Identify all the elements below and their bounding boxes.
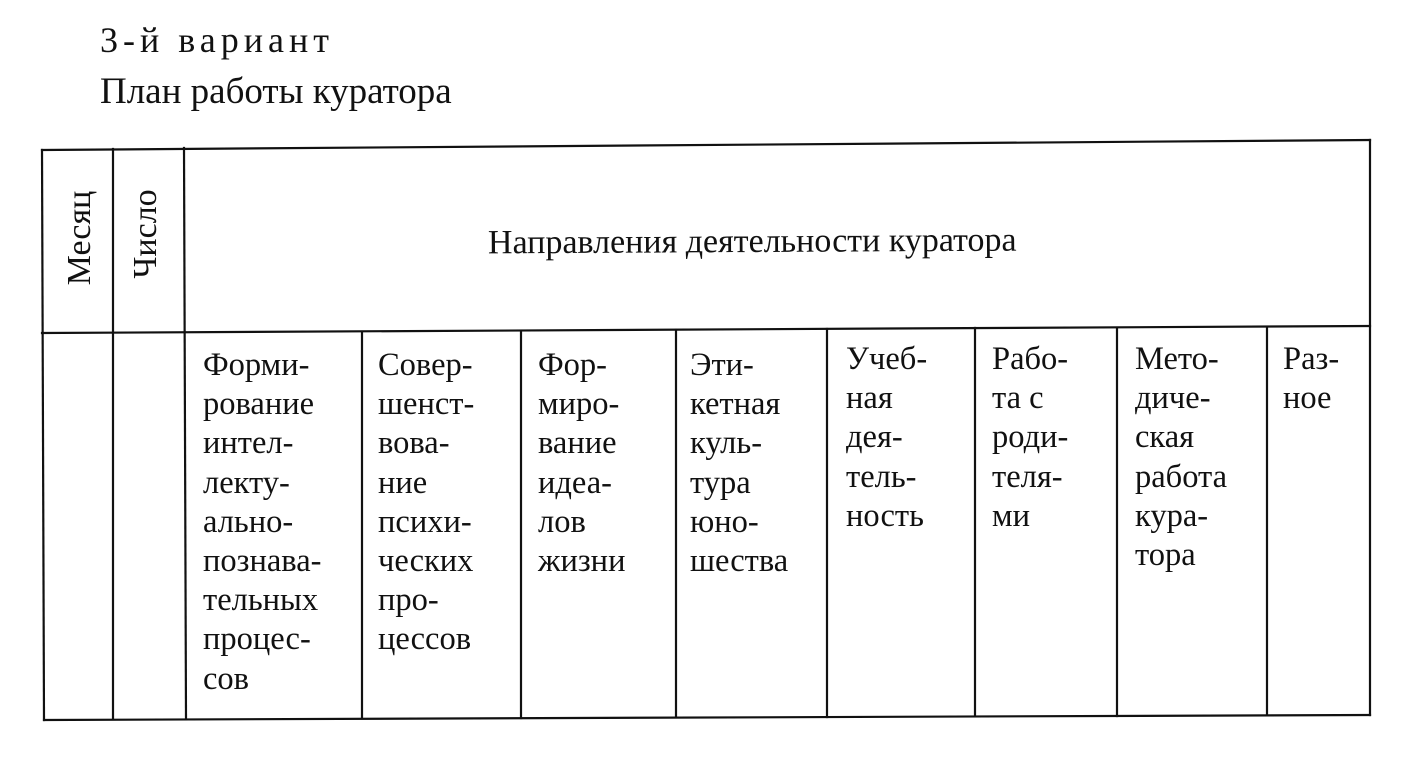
column-parents-work: Рабо- та с роди- теля- ми bbox=[992, 341, 1069, 534]
column-study: Учеб- ная дея- тель- ность bbox=[846, 341, 928, 534]
variant-label: 3-й вариант bbox=[100, 20, 334, 60]
table-left-border bbox=[42, 150, 44, 720]
day-column-divider bbox=[184, 148, 186, 719]
column-methodical-work: Мето- диче- ская работа кура- тора bbox=[1135, 341, 1228, 574]
column-intellectual-processes: Форми- рование интел- лекту- ально- познава- тельных процес- сов bbox=[203, 347, 322, 697]
column-mental-processes: Совер- шенст- вова- ние психи- ческих про- цессов bbox=[378, 347, 475, 658]
plan-title: План работы куратора bbox=[100, 71, 452, 112]
day-header: Число bbox=[127, 189, 164, 279]
column-misc: Раз- ное bbox=[1283, 341, 1340, 417]
column-life-ideals: Фор- миро- вание идеа- лов жизни bbox=[538, 347, 626, 580]
directions-header: Направления деятельности куратора bbox=[487, 221, 1017, 262]
table-top-border bbox=[42, 140, 1370, 150]
table-bottom-border bbox=[44, 715, 1370, 720]
header-separator bbox=[42, 326, 1370, 333]
column-etiquette-culture: Эти- кетная куль- тура юно- шества bbox=[690, 347, 789, 580]
month-header: Месяц bbox=[61, 190, 98, 286]
